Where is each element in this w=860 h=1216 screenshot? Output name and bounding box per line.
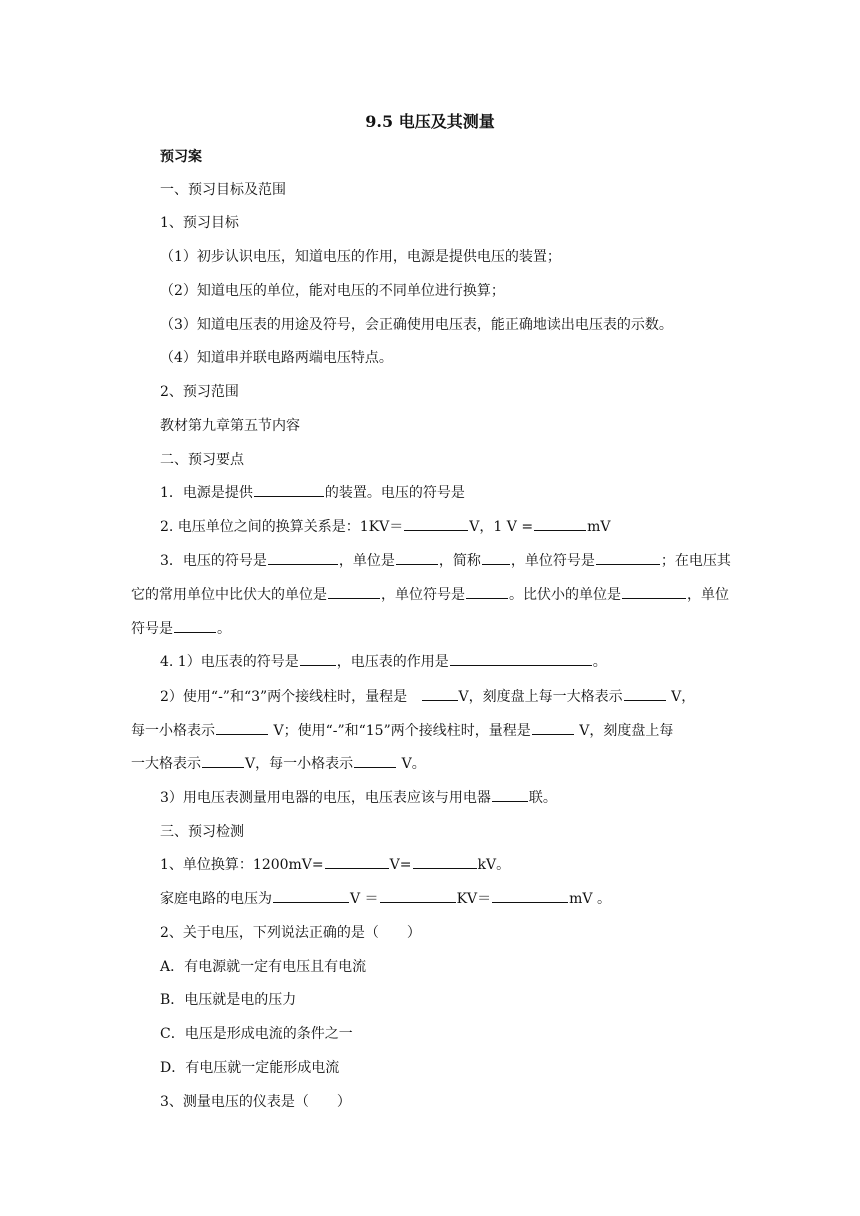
blank[interactable]	[174, 619, 216, 633]
blank[interactable]	[450, 652, 592, 666]
key-point-4: 4. 1）电压表的符号是 ，电压表的作用是 。	[160, 654, 607, 670]
key-point-3-line-3: 符号是 。	[131, 621, 231, 637]
heading-objectives: 1、预习目标	[160, 215, 239, 231]
key-point-5-line-3: 一大格表示 V，每一小格表示 V。	[131, 756, 426, 772]
goal-4: （4）知道串并联电路两端电压特点。	[160, 350, 393, 366]
key-point-2: 2. 电压单位之间的换算关系是：1KV＝ V，1 V = mV	[160, 519, 611, 535]
test-1-line-1: 1、单位换算：1200mV= V= kV。	[160, 857, 511, 873]
section-header: 预习案	[160, 149, 202, 165]
blank[interactable]	[268, 551, 338, 565]
goal-2: （2）知道电压的单位，能对电压的不同单位进行换算；	[160, 283, 505, 299]
blank[interactable]	[413, 855, 477, 869]
heading-scope: 2、预习范围	[160, 384, 239, 400]
key-point-5-line-1: 2）使用“-”和“3”两个接线柱时，量程是 V，刻度盘上每一大格表示 V，	[160, 689, 696, 705]
heading-check: 三、预习检测	[160, 824, 244, 840]
key-point-1: 1．电源是提供 的装置。电压的符号是	[160, 485, 465, 501]
question-2-option-c: C．电压是形成电流的条件之一	[160, 1026, 353, 1042]
blank[interactable]	[216, 721, 268, 735]
blank[interactable]	[482, 551, 510, 565]
heading-key-points: 二、预习要点	[160, 452, 244, 468]
key-point-6: 3）用电压表测量用电器的电压，电压表应该与用电器 联。	[160, 790, 557, 806]
key-point-3-line-1: 3．电压的符号是 ，单位是 ，简称 ，单位符号是 ；在电压其	[160, 553, 731, 569]
blank[interactable]	[273, 889, 349, 903]
test-1-line-2: 家庭电路的电压为 V ＝ KV＝ mV 。	[160, 891, 611, 907]
page-title: 9.5 电压及其测量	[365, 112, 495, 131]
question-3: 3、测量电压的仪表是（ ）	[160, 1094, 351, 1110]
question-2-option-d: D．有电压就一定能形成电流	[160, 1060, 340, 1076]
key-point-3-line-2: 它的常用单位中比伏大的单位是 ，单位符号是 。比伏小的单位是 ，单位	[131, 587, 729, 603]
scope-text: 教材第九章第五节内容	[160, 418, 300, 434]
blank[interactable]	[492, 788, 528, 802]
heading-objectives-scope: 一、预习目标及范围	[160, 182, 286, 198]
question-2-option-b: B．电压就是电的压力	[160, 992, 297, 1008]
blank[interactable]	[422, 687, 458, 701]
blank[interactable]	[202, 754, 244, 768]
goal-1: （1）初步认识电压，知道电压的作用，电源是提供电压的装置；	[160, 249, 561, 265]
blank[interactable]	[396, 551, 438, 565]
key-point-5-line-2: 每一小格表示 V；使用“-”和“15”两个接线柱时，量程是 V，刻度盘上每	[131, 723, 674, 739]
blank[interactable]	[532, 721, 574, 735]
blank[interactable]	[466, 585, 508, 599]
blank[interactable]	[325, 855, 389, 869]
blank[interactable]	[596, 551, 660, 565]
blank[interactable]	[254, 483, 324, 497]
blank[interactable]	[622, 585, 686, 599]
question-2-option-a: A．有电源就一定有电压且有电流	[160, 959, 367, 975]
blank[interactable]	[328, 585, 380, 599]
question-2: 2、关于电压，下列说法正确的是（ ）	[160, 925, 421, 941]
blank[interactable]	[492, 889, 568, 903]
goal-3: （3）知道电压表的用途及符号，会正确使用电压表，能正确地读出电压表的示数。	[160, 317, 673, 333]
blank[interactable]	[624, 687, 666, 701]
blank[interactable]	[534, 517, 586, 531]
blank[interactable]	[300, 652, 336, 666]
blank[interactable]	[380, 889, 456, 903]
blank[interactable]	[354, 754, 396, 768]
blank[interactable]	[404, 517, 468, 531]
